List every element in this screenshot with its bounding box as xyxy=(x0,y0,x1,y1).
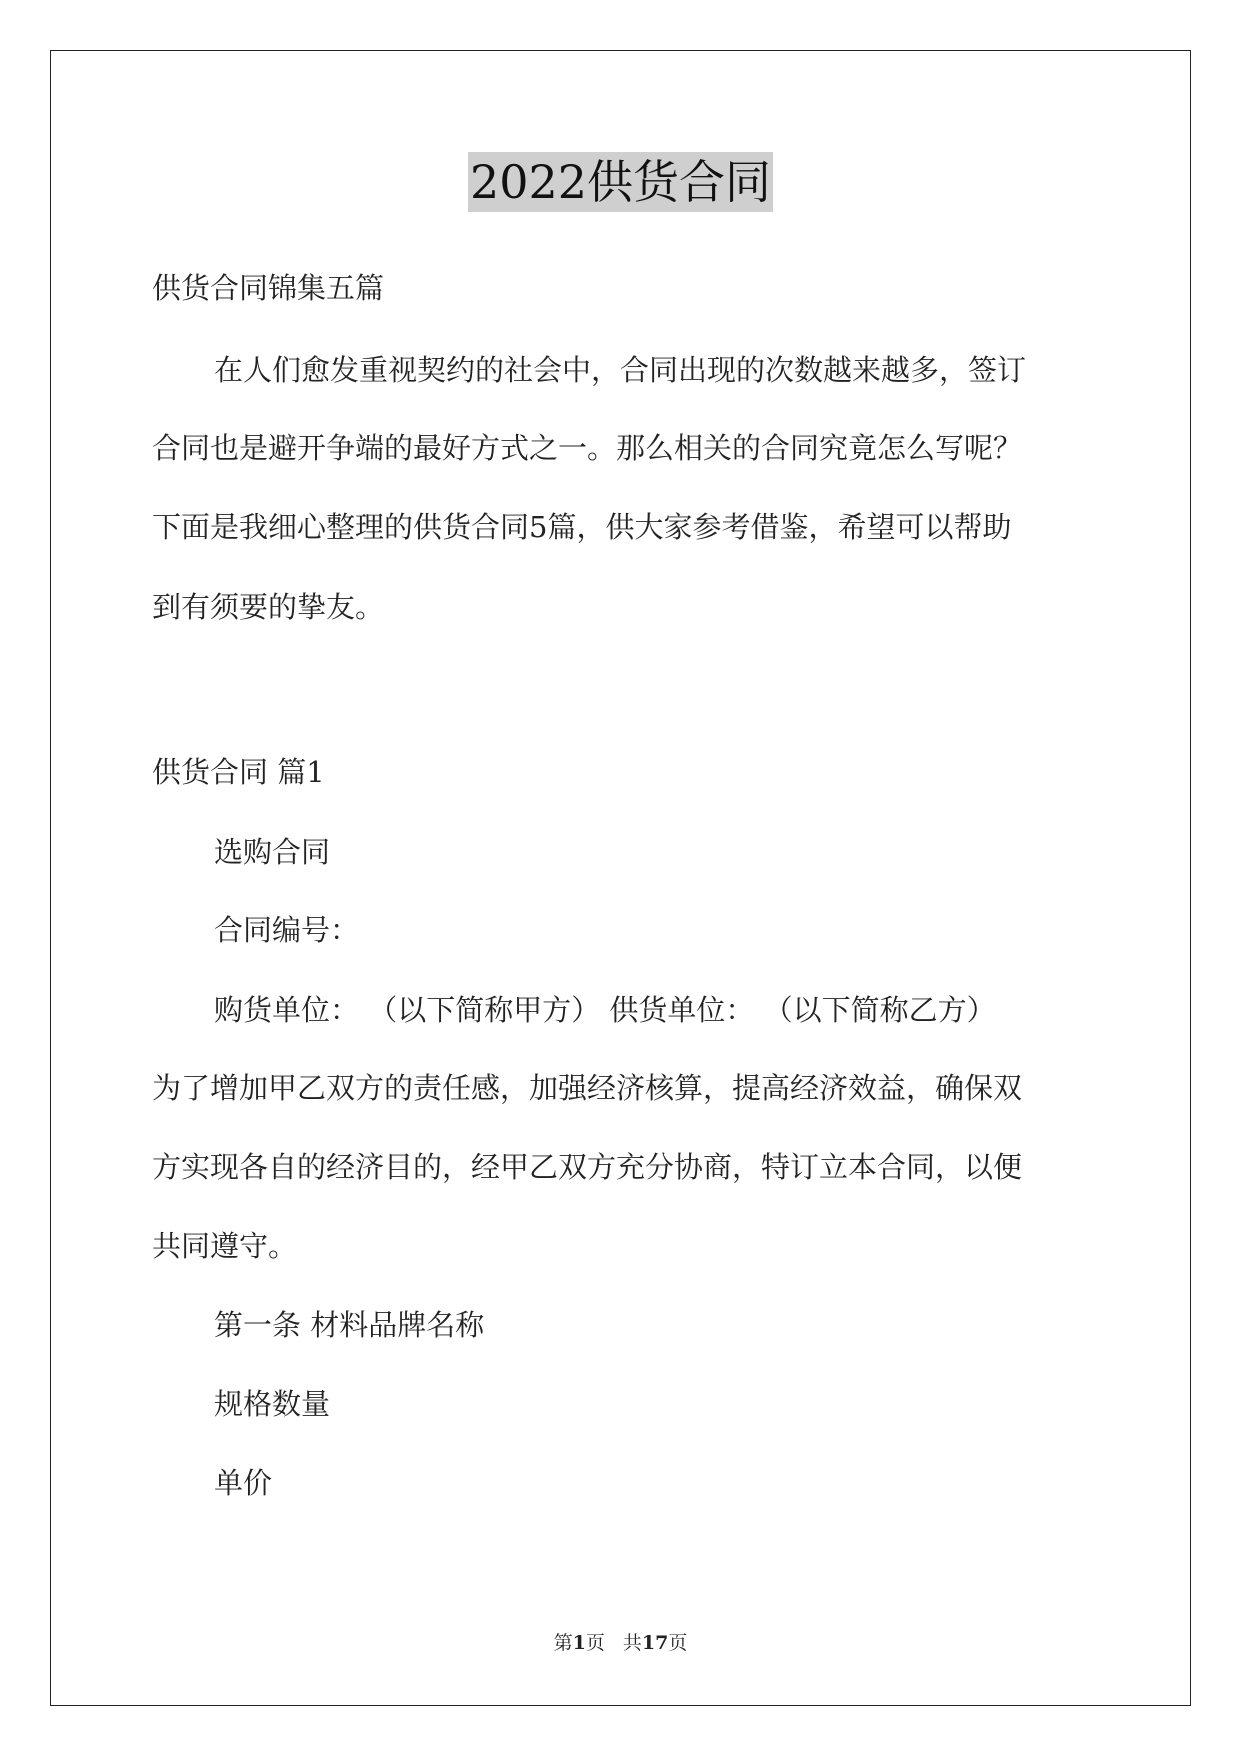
footer-page-number: 1 xyxy=(572,1632,586,1654)
unit-price: 单价 xyxy=(214,1466,273,1500)
footer-total-pages: 17 xyxy=(641,1632,669,1654)
article-1: 第一条 材料品牌名称 xyxy=(214,1308,485,1342)
footer-prefix: 第 xyxy=(553,1632,573,1654)
intro-line-1: 在人们愈发重视契约的社会中，合同出现的次数越来越多，签订 xyxy=(214,353,1027,387)
parties-line: 购货单位： （以下简称甲方） 供货单位： （以下简称乙方） xyxy=(214,993,996,1027)
section-heading: 供货合同 篇1 xyxy=(152,755,325,789)
footer-total-prefix: 共 xyxy=(622,1632,642,1654)
footer-total-suffix: 页 xyxy=(668,1632,688,1654)
spec-quantity: 规格数量 xyxy=(214,1387,331,1421)
document-title: 2022供货合同 xyxy=(468,152,773,212)
title-container xyxy=(0,152,1241,212)
purpose-line-1: 为了增加甲乙双方的责任感，加强经济核算，提高经济效益，确保双 xyxy=(152,1071,1023,1105)
contract-type: 选购合同 xyxy=(214,835,331,869)
intro-line-2: 合同也是避开争端的最好方式之一。那么相关的合同究竟怎么写呢？ xyxy=(152,431,1023,465)
purpose-line-3: 共同遵守。 xyxy=(152,1229,298,1263)
page-footer xyxy=(0,1630,1241,1656)
intro-line-3: 下面是我细心整理的供货合同5篇，供大家参考借鉴，希望可以帮助 xyxy=(152,510,1012,544)
footer-page-suffix: 页 xyxy=(585,1632,605,1654)
document-subtitle: 供货合同锦集五篇 xyxy=(152,271,385,305)
purpose-line-2: 方实现各自的经济目的，经甲乙双方充分协商，特订立本合同，以便 xyxy=(152,1150,1023,1184)
intro-line-4: 到有须要的挚友。 xyxy=(152,590,385,624)
contract-number-label: 合同编号： xyxy=(214,913,360,947)
